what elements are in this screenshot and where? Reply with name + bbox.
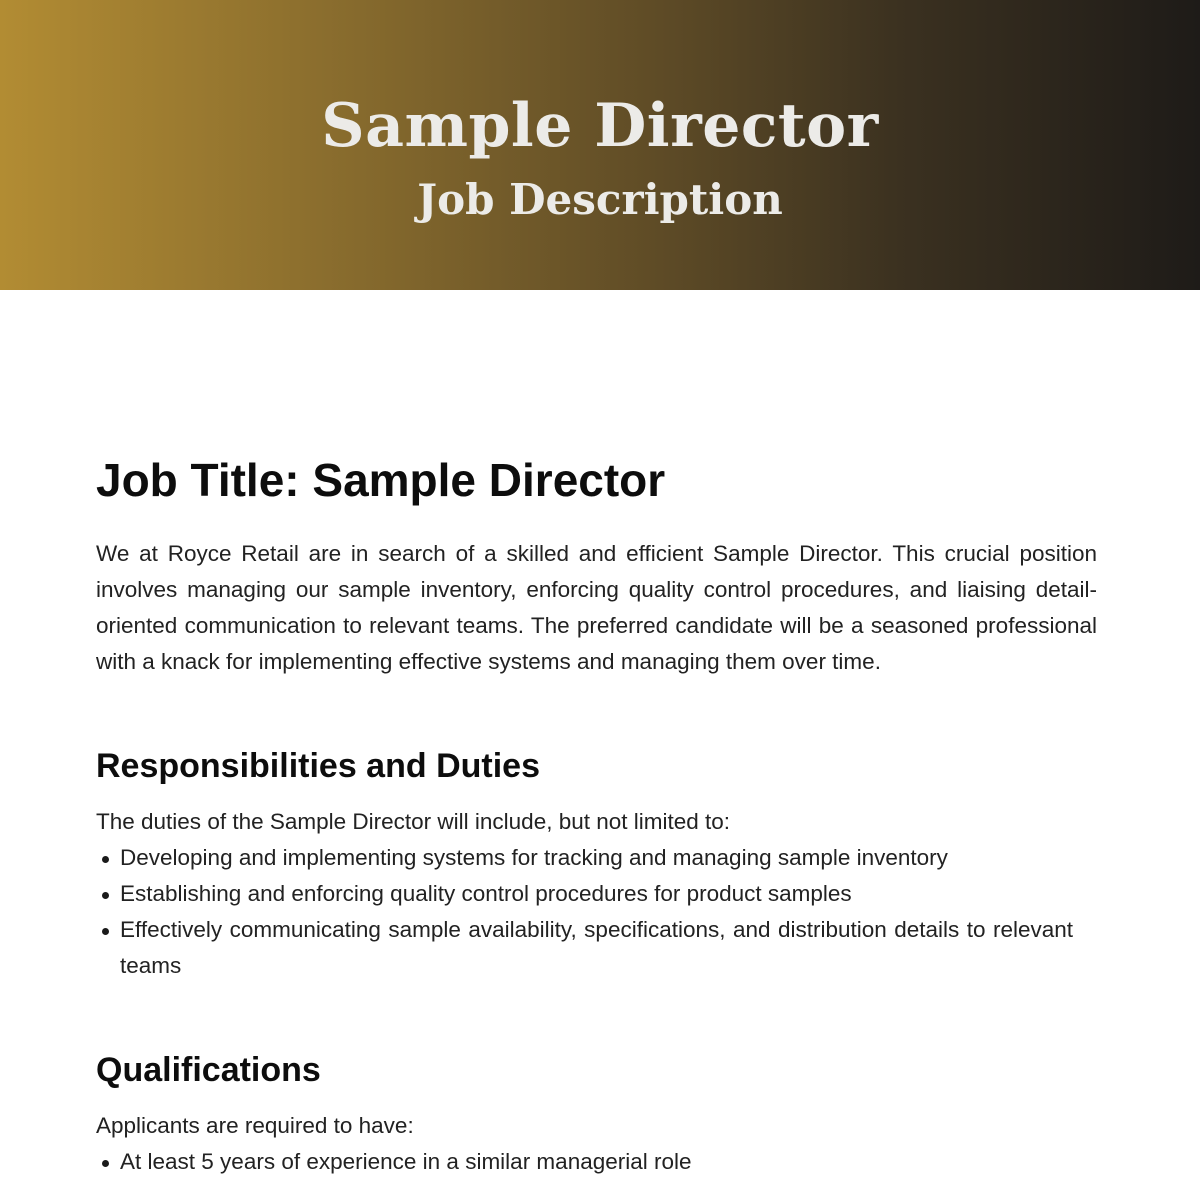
job-title-heading: Job Title: Sample Director: [96, 454, 666, 506]
job-intro-paragraph: We at Royce Retail are in search of a skilled and efficient Sample Director. This crucial position involves managing our sample inventory, enforcing quality control procedures, and liaising detail-oriented communication to relevant teams. The preferred candidate will be a seasoned professional with a knack for implementing effective systems and managing them over time.: [96, 541, 1097, 674]
list-item-text: Effectively communicating sample availability, specifications, and distribution details to relevant teams: [120, 917, 1073, 978]
qualifications-lead: Applicants are required to have:: [96, 1113, 414, 1138]
responsibilities-heading: Responsibilities and Duties: [96, 747, 540, 785]
document-body: [96, 450, 1097, 1180]
bullet-icon: [102, 928, 109, 935]
list-item: [96, 840, 1073, 876]
list-item: [96, 912, 1073, 984]
bullet-icon: [102, 856, 109, 863]
qualifications-section: [96, 1048, 1097, 1180]
list-item-text: At least 5 years of experience in a similar managerial role: [120, 1149, 692, 1174]
header-banner: [0, 0, 1200, 290]
list-item: [96, 876, 1073, 912]
list-item-text: Establishing and enforcing quality control procedures for product samples: [120, 881, 852, 906]
list-item-text: Developing and implementing systems for tracking and managing sample inventory: [120, 845, 948, 870]
responsibilities-list: [96, 840, 1073, 984]
banner-title: Sample Director: [321, 91, 879, 161]
qualifications-list: [96, 1144, 1073, 1180]
responsibilities-section: [96, 744, 1097, 984]
bullet-icon: [102, 1160, 109, 1167]
qualifications-heading: Qualifications: [96, 1051, 321, 1089]
banner-subtitle: Job Description: [417, 175, 783, 224]
bullet-icon: [102, 892, 109, 899]
list-item: [96, 1144, 1073, 1180]
job-overview-section: [96, 450, 1097, 680]
responsibilities-lead: The duties of the Sample Director will include, but not limited to:: [96, 809, 731, 834]
